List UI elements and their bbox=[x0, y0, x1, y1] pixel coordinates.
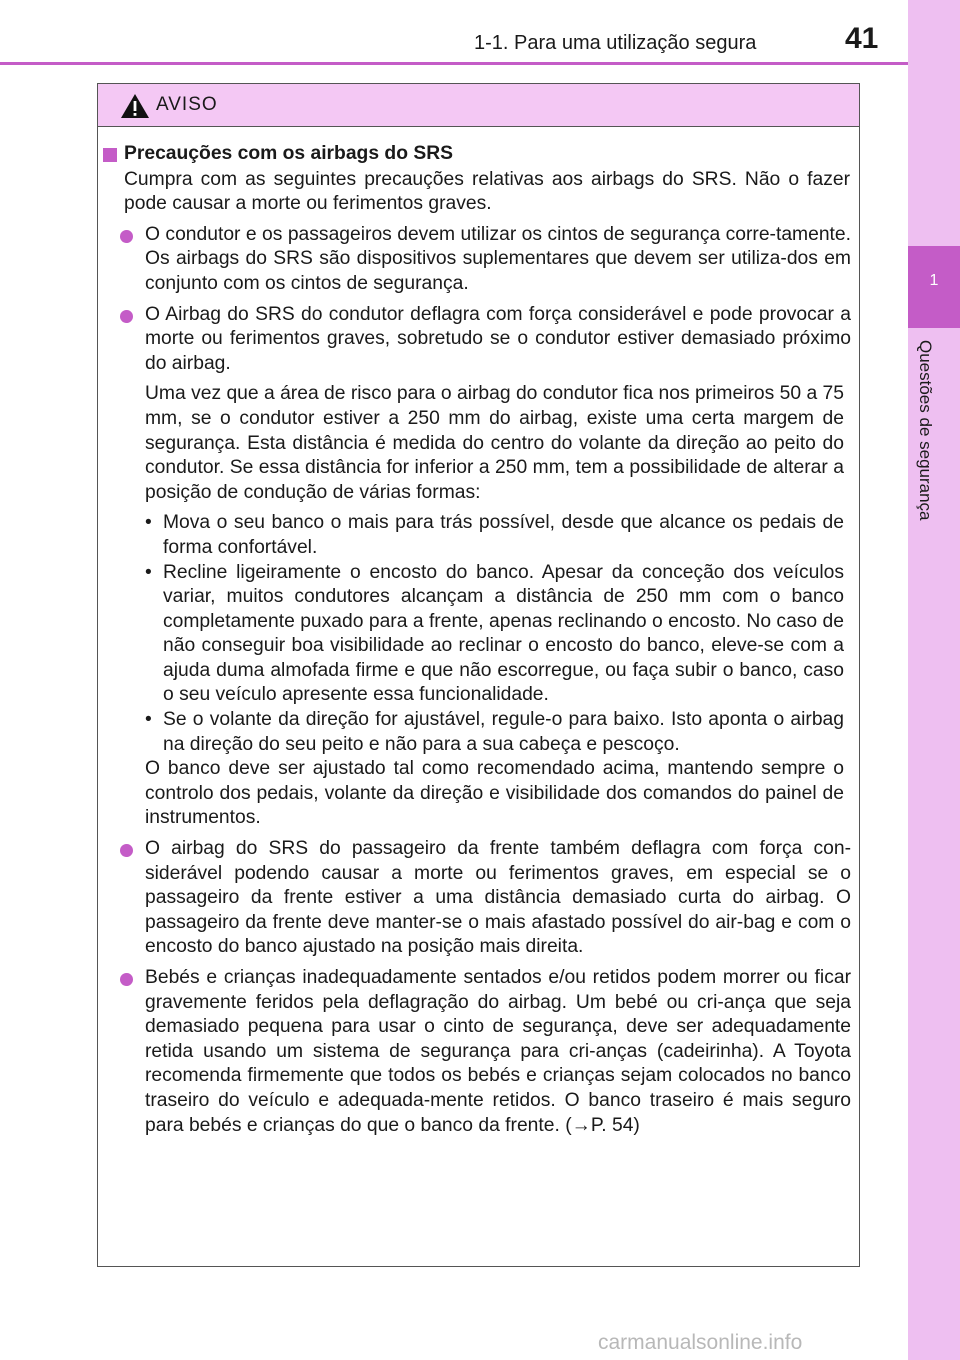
sub-bullet-mark-icon: • bbox=[145, 709, 152, 731]
sub-bullet-text: Se o volante da direção for ajustável, regule-o para baixo. Isto aponta o airbag na direção do seu peito e não para a sua cabeça e pescoço. bbox=[163, 709, 844, 755]
sub-bullet-text: Recline ligeiramente o encosto do banco. Apesar da conceção dos veículos variar, muitos condutores alcançam a distância de 250 mm com o banco completamente puxado para a frente, apenas reclinando o encosto. No caso de não conseguir boa visibilidade ao reclinar o encosto do banco, eleve-se com a ajuda duma almofada firme e que não escorregue, ou faça subir o banco, caso o seu veículo apresente essa funcionalidade. bbox=[163, 561, 844, 706]
bullet-text: O condutor e os passageiros devem utilizar os cintos de segurança corre-tamente. Os airbags do SRS são dispositivos suplementares que devem ser utiliza-dos em conjunto com os cintos de segurança. bbox=[145, 223, 851, 294]
heading-text: Precauções com os airbags do SRS bbox=[124, 143, 453, 164]
warning-header bbox=[98, 84, 859, 127]
warning-content bbox=[98, 142, 858, 1144]
bullet-dot-icon bbox=[120, 973, 133, 986]
sub-bullet-text: Mova o seu banco o mais para trás possível, desde que alcance os pedais de forma confortável. bbox=[163, 512, 844, 558]
bullet-dot-icon bbox=[120, 844, 133, 857]
driver-paragraph: Uma vez que a área de risco para o airbag do condutor fica nos primeiros 50 a 75 mm, se o condutor estiver a 250 mm do airbag, existe uma certa margem de segurança. Esta distância é medida do centro do volante da direção ao peito do condutor. Se essa distância for inferior a 250 mm, tem a possibilidade de alterar a posição de condução de várias formas: bbox=[145, 383, 844, 503]
bullet-item bbox=[98, 223, 858, 297]
warning-triangle-icon bbox=[120, 93, 150, 119]
intro-text: Cumpra com as seguintes precauções relativas aos airbags do SRS. Não o fazer pode causar a morte ou ferimentos graves. bbox=[124, 168, 850, 215]
chapter-number: 1 bbox=[908, 246, 960, 328]
section-heading bbox=[98, 142, 858, 167]
sub-bullet-item bbox=[98, 511, 858, 560]
sub-bullet-item bbox=[98, 708, 858, 757]
bullet-item bbox=[98, 303, 858, 377]
warning-box bbox=[97, 83, 860, 1267]
bullet-dot-icon bbox=[120, 230, 133, 243]
bullet-item bbox=[98, 966, 858, 1138]
header-rule bbox=[0, 62, 908, 65]
warning-title: AVISO bbox=[156, 94, 218, 115]
page-number: 41 bbox=[845, 22, 879, 55]
bullet-text: Bebés e crianças inadequadamente sentados e/ou retidos podem morrer ou ficar gravemente feridos pela deflagração do airbag. Um bebé ou cri-ança que seja demasiado pequena para usar o cinto de segurança, deve ser adequadamente retida usando um sistema de segurança para cri-anças (cadeirinha). A Toyota recomenda firmemente que todos os bebés e crianças sejam colocados no banco traseiro do veículo e adequada-mente retidos. O banco traseiro é mais seguro para bebés e crianças do que o banco da frente. (→P. 54) bbox=[145, 967, 851, 1136]
conclusion-text: O banco deve ser ajustado tal como recomendado acima, mantendo sempre o controlo dos pedais, volante da direção e visibilidade dos comandos do painel de instrumentos. bbox=[145, 758, 844, 829]
heading-square-icon bbox=[103, 148, 117, 162]
sub-bullet-mark-icon: • bbox=[145, 512, 152, 534]
bullet-item bbox=[98, 837, 858, 960]
bullet-text: O Airbag do SRS do condutor deflagra com força considerável e pode provocar a morte ou ferimentos graves, sobretudo se o condutor estiver demasiado próximo do airbag. bbox=[145, 303, 851, 374]
side-tab bbox=[908, 0, 960, 1360]
sub-bullet-item bbox=[98, 561, 858, 709]
bullet-text: O airbag do SRS do passageiro da frente também deflagra com força con-siderável podendo causar a morte ou ferimentos graves, em especial se o passageiro da frente estiver a uma distância demasiado curta do airbag. O passageiro da frente deve manter-se o mais afastado possível do air-bag e com o encosto do banco ajustado na posição mais direita. bbox=[145, 838, 851, 958]
chapter-title: Questões de segurança bbox=[916, 340, 935, 521]
bullet-dot-icon bbox=[120, 310, 133, 323]
watermark: carmanualsonline.info bbox=[598, 1331, 803, 1354]
header-section: 1-1. Para uma utilização segura bbox=[474, 32, 757, 54]
sub-bullet-mark-icon: • bbox=[145, 561, 152, 583]
